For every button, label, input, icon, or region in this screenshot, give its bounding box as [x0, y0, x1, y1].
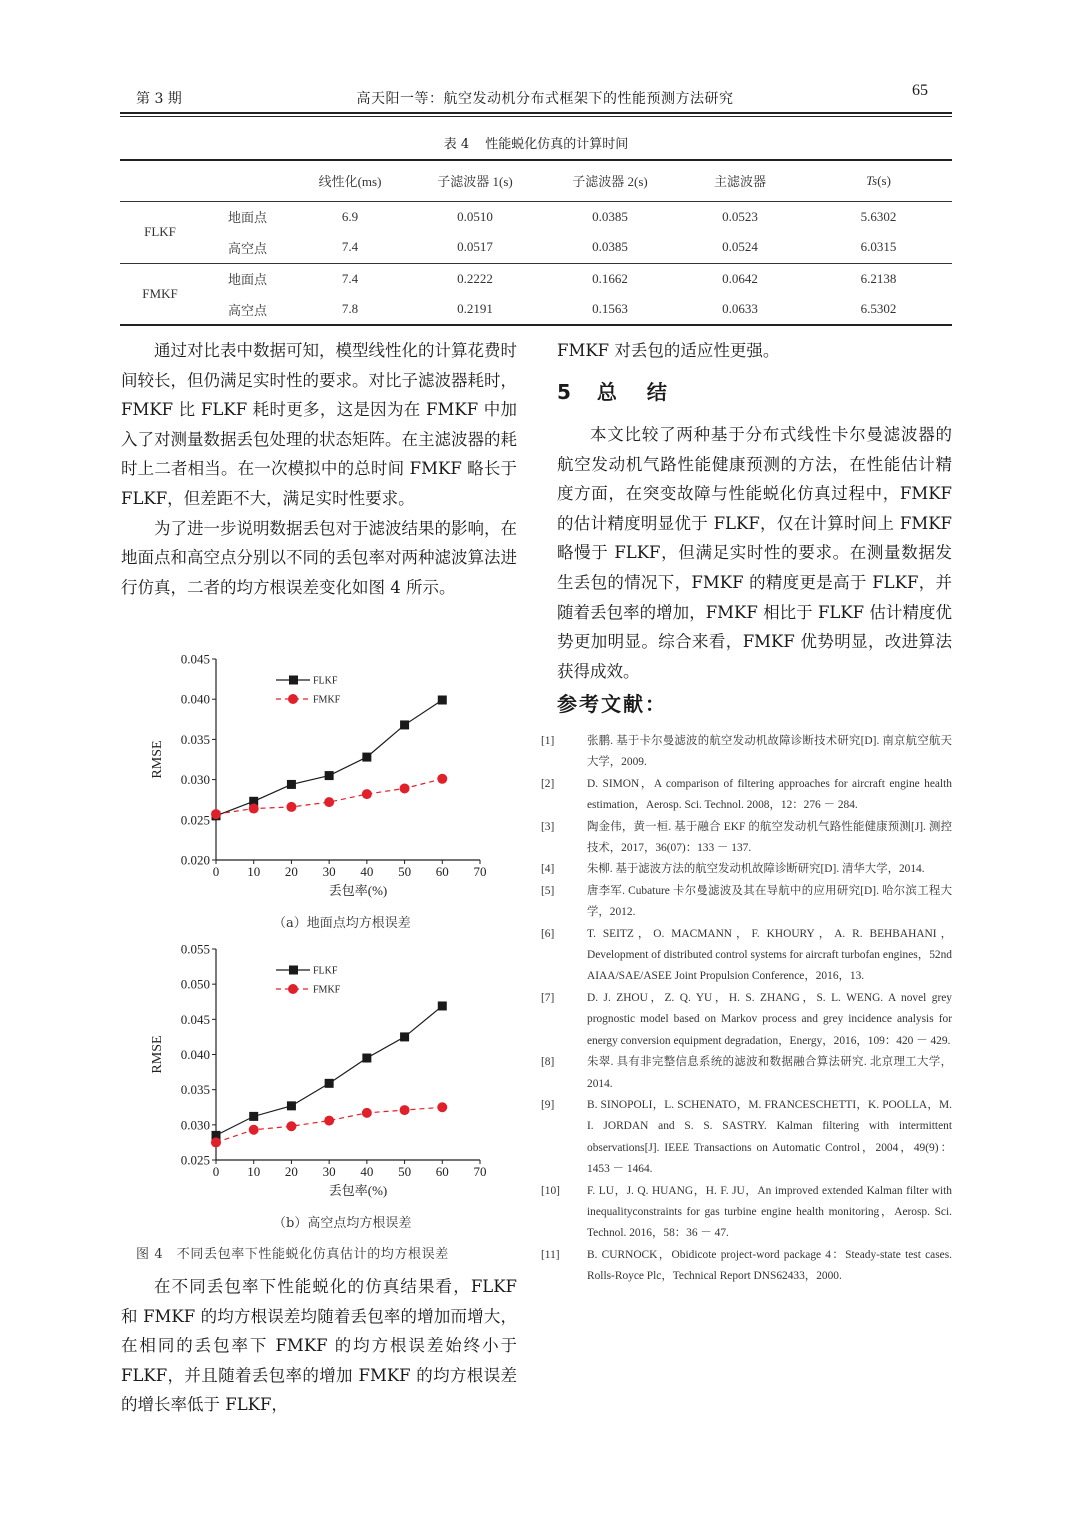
- reference-item: [541, 774, 952, 817]
- y-tick-label: 0.025: [180, 812, 210, 828]
- reference-item: [541, 924, 952, 988]
- legend-marker-flkf: [289, 676, 298, 685]
- references-heading: 参考文献：: [557, 692, 667, 716]
- data-point-flkf: [362, 1054, 371, 1063]
- paragraph: 为了进一步说明数据丢包对于滤波结果的影响，在地面点和高空点分别以不同的丢包率对两种滤波算法进行仿真，二者的均方根误差变化如图 4 所示。: [121, 518, 517, 597]
- table-cell: 0.0524: [722, 239, 758, 255]
- reference-item: [541, 881, 952, 924]
- x-tick-label: 20: [284, 864, 298, 879]
- data-point-flkf: [325, 1079, 334, 1088]
- group-label: FMKF: [120, 263, 200, 325]
- reference-number: [5]: [541, 884, 555, 897]
- reference-number: [6]: [541, 927, 555, 940]
- data-point-fmkf: [249, 1125, 259, 1135]
- reference-number: [8]: [541, 1056, 555, 1069]
- reference-item: [541, 731, 952, 774]
- running-title: 高天阳一等：航空发动机分布式框架下的性能预测方法研究: [356, 91, 734, 107]
- reference-number: [7]: [541, 991, 555, 1004]
- x-tick-label: 70: [473, 864, 487, 879]
- x-tick-label: 60: [435, 864, 449, 879]
- section-title-char: 总: [596, 380, 617, 404]
- data-point-flkf: [287, 1101, 296, 1110]
- table-title: 性能蜕化仿真的计算时间: [485, 137, 629, 152]
- reference-text: D. J. ZHOU，Z. Q. YU，H. S. ZHANG，S. L. WENG. A novel grey prognostic model based on Markov process and grey incidence analysis for energy conversion equipment degradation，Energy，2016，109：420 － 429.: [587, 991, 952, 1047]
- reference-item: [541, 1095, 952, 1181]
- table-cell: 0.0633: [722, 301, 758, 316]
- reference-number: [1]: [541, 735, 555, 747]
- reference-number: [11]: [541, 1248, 560, 1261]
- x-tick-label: 40: [360, 864, 374, 879]
- column-header-subfilter1: 子滤波器 1(s): [437, 174, 513, 190]
- data-point-flkf: [287, 780, 296, 789]
- left-column-text-bottom: [121, 1272, 517, 1420]
- reference-text: 张鹏. 基于卡尔曼滤波的航空发动机故障诊断技术研究[D]. 南京航空航天大学，2009.: [587, 735, 952, 769]
- section-number: 5: [557, 380, 571, 404]
- x-tick-label: 10: [247, 864, 261, 879]
- x-tick-label: 20: [284, 1164, 298, 1179]
- table-cell: 0.0523: [722, 208, 758, 224]
- table-caption: [120, 133, 952, 152]
- conclusion-text: [557, 420, 952, 686]
- header-rule: [120, 112, 952, 114]
- data-point-fmkf: [286, 802, 296, 812]
- table-cell: 0.0642: [675, 263, 805, 294]
- table-row: [120, 263, 952, 294]
- point-label: 高空点: [227, 240, 267, 256]
- table-cell: 0.0517: [457, 239, 493, 255]
- subcaption-a: （a）地面点均方根误差: [273, 916, 411, 931]
- rmse-chart-ground: [136, 650, 506, 912]
- running-header: [120, 82, 952, 112]
- legend-marker-flkf: [289, 966, 298, 975]
- reference-text: B. CURNOCK，Obidicote project-word package 4：Steady-state test cases. Rolls-Royce Plc，Technical Report DNS62433，2000.: [587, 1248, 952, 1283]
- point-label: 高空点: [227, 302, 267, 318]
- data-point-flkf: [400, 1032, 409, 1041]
- table-cell: 6.2138: [805, 263, 952, 294]
- section-title-char: 结: [646, 380, 667, 404]
- y-axis-label: RMSE: [150, 740, 165, 779]
- reference-item: [541, 859, 952, 880]
- reference-item: [541, 1181, 952, 1245]
- legend-label: FMKF: [313, 694, 341, 706]
- reference-item: [541, 1245, 952, 1288]
- x-tick-label: 0: [212, 1164, 220, 1179]
- reference-number: [2]: [541, 777, 555, 790]
- reference-number: [10]: [541, 1184, 560, 1197]
- data-point-fmkf: [211, 809, 221, 819]
- issue-number: 第 3 期: [136, 91, 182, 107]
- reference-text: 朱柳. 基于滤波方法的航空发动机故障诊断研究[D]. 清华大学，2014.: [587, 863, 925, 876]
- reference-text: F. LU，J. Q. HUANG，H. F. JU，An improved extended Kalman filter with inequalityconstraints for gas turbine engine health monitoring，Aerosp. Sci. Technol. 2016，58：36 － 47.: [587, 1184, 952, 1240]
- table-cell: 0.0510: [457, 208, 493, 224]
- left-column-text: [121, 336, 517, 602]
- legend-marker-fmkf: [288, 694, 298, 704]
- legend-label: FLKF: [313, 965, 338, 977]
- y-tick-label: 0.040: [180, 1047, 210, 1062]
- legend-label: FLKF: [313, 675, 338, 687]
- data-point-fmkf: [362, 1108, 372, 1118]
- page-number: 65: [912, 82, 928, 99]
- table-cell: 0.2191: [457, 301, 493, 316]
- table-cell: 6.0315: [860, 239, 897, 255]
- data-point-fmkf: [249, 804, 259, 814]
- reference-text: B. SINOPOLI，L. SCHENATO，M. FRANCESCHETTI，K. POOLLA，M. I. JORDAN and S. S. SASTRY. Kalman filtering with intermittent observations[J]. IEEE Transactions on Automatic Control，2004，49(9)：1453 － 1464.: [587, 1098, 952, 1176]
- y-tick-label: 0.025: [180, 1152, 210, 1168]
- y-axis-label: RMSE: [150, 1035, 165, 1074]
- reference-number: [9]: [541, 1098, 555, 1111]
- chart-svg-b: [136, 940, 506, 1212]
- x-tick-label: 50: [398, 864, 412, 879]
- paragraph: 在不同丢包率下性能蜕化的仿真结果看，FLKF 和 FMKF 的均方根误差均随着丢包率的增加而增大，在相同的丢包率下 FMKF 的均方根误差始终小于 FLKF，并且随着丢包率的增加 FMKF 的均方根误差的增长率低于 FLKF，: [121, 1277, 517, 1415]
- table-row: [120, 232, 952, 263]
- point-label: 地面点: [227, 210, 267, 226]
- data-point-fmkf: [286, 1121, 296, 1131]
- data-point-fmkf: [437, 1102, 447, 1112]
- table-row: [120, 201, 952, 232]
- data-point-flkf: [325, 771, 334, 780]
- data-point-flkf: [438, 1001, 447, 1010]
- table-cell: 6.9: [341, 208, 359, 224]
- x-tick-label: 50: [398, 1164, 412, 1179]
- x-tick-label: 0: [212, 864, 220, 879]
- y-tick-label: 0.050: [180, 976, 210, 992]
- data-point-fmkf: [324, 1116, 334, 1126]
- table-cell: 7.4: [295, 263, 405, 294]
- table-cell: 0.0385: [592, 208, 628, 224]
- data-point-fmkf: [362, 789, 372, 799]
- x-tick-label: 70: [473, 1164, 487, 1179]
- paragraph: 通过对比表中数据可知，模型线性化的计算花费时间较长，但仍满足实时性的要求。对比子滤波器耗时，FMKF 比 FLKF 耗时更多，这是因为在 FMKF 中加入了对测量数据丢包处理的状态矩阵。在主滤波器的耗时上二者相当。在一次模拟中的总时间 FMKF 略长于 FLKF，但差距不大，满足实时性要求。: [121, 341, 517, 508]
- y-tick-label: 0.045: [180, 651, 210, 667]
- compute-time-table: [120, 159, 952, 326]
- table-cell: 0.0385: [592, 239, 628, 255]
- reference-text: 陶金伟，黄一桓. 基于融合 EKF 的航空发动机气路性能健康预测[J]. 测控技术，2017，36(07)：133 － 137.: [587, 820, 952, 855]
- data-point-flkf: [249, 1112, 258, 1121]
- reference-text: 朱翠. 具有非完整信息系统的滤波和数据融合算法研究. 北京理工大学，2014.: [587, 1056, 952, 1090]
- y-tick-label: 0.035: [180, 1082, 210, 1098]
- reference-item: [541, 817, 952, 860]
- y-tick-label: 0.035: [180, 731, 210, 747]
- table-cell: 0.1563: [592, 301, 628, 316]
- data-point-fmkf: [324, 797, 334, 807]
- y-tick-label: 0.030: [180, 1117, 210, 1133]
- table-cell: 6.5302: [860, 301, 897, 316]
- rmse-chart-altitude: [136, 940, 506, 1212]
- reference-text: D. SIMON，A comparison of filtering approaches for aircraft engine health estimation，Aerosp. Sci. Technol. 2008，12：276 － 284.: [587, 777, 952, 812]
- y-tick-label: 0.045: [180, 1011, 210, 1027]
- reference-number: [3]: [541, 820, 555, 833]
- x-tick-label: 30: [322, 864, 336, 879]
- x-tick-label: 10: [247, 1164, 261, 1179]
- data-point-fmkf: [211, 1137, 221, 1147]
- legend-marker-fmkf: [288, 984, 298, 994]
- x-tick-label: 60: [435, 1164, 449, 1179]
- reference-text: 唐李军. Cubature 卡尔曼滤波及其在导航中的应用研究[D]. 哈尔滨工程大学，2012.: [587, 884, 952, 919]
- data-point-fmkf: [400, 783, 410, 793]
- figure-caption: 图 4 不同丢包率下性能蜕化仿真估计的均方根误差: [136, 1247, 449, 1262]
- column-header: [120, 160, 200, 201]
- reference-number: [4]: [541, 863, 555, 876]
- reference-text: T. SEITZ，O. MACMANN，F. KHOURY，A. R. BEHBAHANI，Development of distributed control systems for aircraft turbofan engines，52nd AIAA/SAE/ASEE Joint Propulsion Conference，2016，13.: [587, 927, 952, 983]
- data-point-fmkf: [400, 1105, 410, 1115]
- references-list: [541, 731, 952, 1288]
- data-point-flkf: [400, 720, 409, 729]
- y-tick-label: 0.020: [180, 852, 210, 868]
- column-header-master-filter: 主滤波器: [713, 174, 766, 190]
- table-header-row: [120, 160, 952, 201]
- table-cell: 0.1662: [545, 263, 675, 294]
- x-axis-label: 丢包率(%): [328, 1183, 388, 1198]
- reference-item: [541, 1052, 952, 1095]
- header-rule-thin: [120, 116, 952, 117]
- y-tick-label: 0.040: [180, 691, 210, 707]
- column-header-ts: Ts(s): [866, 172, 891, 188]
- y-tick-label: 0.055: [180, 941, 210, 957]
- group-label: FLKF: [144, 224, 176, 239]
- column-header-subfilter2: 子滤波器 2(s): [572, 174, 648, 190]
- reference-item: [541, 988, 952, 1052]
- x-axis-label: 丢包率(%): [328, 883, 388, 898]
- chart-svg-a: [136, 650, 506, 912]
- column-header: [200, 160, 295, 201]
- legend-label: FMKF: [313, 984, 341, 996]
- subcaption-b: （b）高空点均方根误差: [273, 1216, 412, 1231]
- table-cell: 0.2222: [405, 263, 545, 294]
- table-cell: 7.4: [341, 239, 359, 255]
- data-point-flkf: [438, 696, 447, 705]
- x-tick-label: 30: [322, 1164, 336, 1179]
- table-label: 表 4: [443, 137, 470, 152]
- section-heading: [557, 376, 667, 405]
- paragraph-continuation: FMKF 对丢包的适应性更强。: [557, 341, 780, 360]
- right-column-text: [557, 336, 952, 366]
- table-cell: 5.6302: [860, 208, 897, 224]
- x-tick-label: 40: [360, 1164, 374, 1179]
- column-header-linearization: 线性化(ms): [318, 174, 382, 190]
- data-point-flkf: [362, 753, 371, 762]
- y-tick-label: 0.030: [180, 772, 210, 788]
- table-cell: 7.8: [341, 301, 359, 316]
- paragraph: 本文比较了两种基于分布式线性卡尔曼滤波器的航空发动机气路性能健康预测的方法，在性能估计精度方面，在突变故障与性能蜕化仿真过程中，FMKF 的估计精度明显优于 FLKF，仅在计算时间上 FMKF 略慢于 FLKF，但满足实时性的要求。在测量数据发生丢包的情况下，FMKF 的精度更是高于 FLKF，并随着丢包率的增加，FMKF 相比于 FLKF 估计精度优势更加明显。综合来看，FMKF 优势明显，改进算法获得成效。: [557, 425, 952, 681]
- data-point-fmkf: [437, 774, 447, 784]
- table-row: [120, 294, 952, 325]
- point-label: 地面点: [200, 263, 295, 294]
